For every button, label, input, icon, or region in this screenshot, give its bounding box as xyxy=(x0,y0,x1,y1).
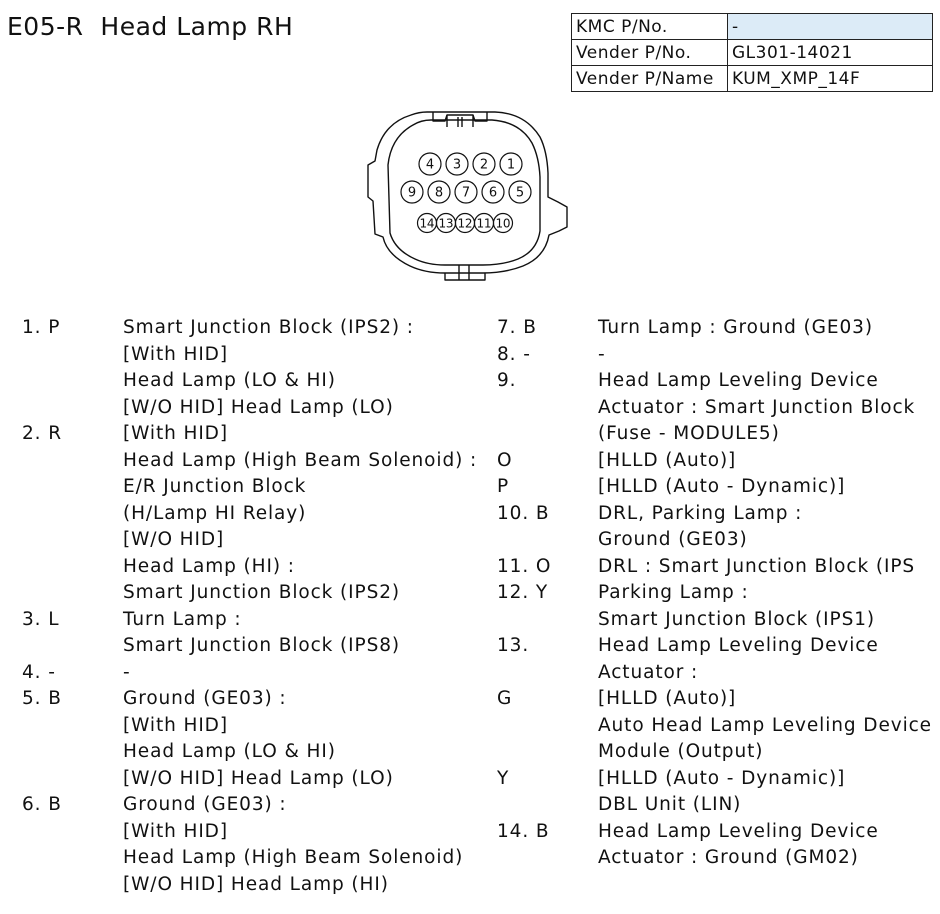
pin-description: Ground (GE03) : xyxy=(123,794,287,815)
pin-number: 12. Y xyxy=(497,582,549,603)
pin-row xyxy=(497,686,940,713)
pin-description: [HLLD (Auto)] xyxy=(598,688,737,709)
pin-row xyxy=(497,660,940,687)
info-row-vender-name xyxy=(572,66,933,92)
pin-label: 3 xyxy=(452,157,462,173)
pin-description: - xyxy=(598,343,606,365)
pin-row xyxy=(497,368,940,395)
pin-row xyxy=(497,395,940,422)
pin-description: Smart Junction Block (IPS2) xyxy=(123,582,401,603)
pin-number: 2. R xyxy=(22,423,62,444)
pin-description: [W/O HID] Head Lamp (LO) xyxy=(123,767,394,789)
pin-number: 4. - xyxy=(22,661,56,683)
pin-description: DRL, Parking Lamp : xyxy=(598,502,803,524)
pin-description: Turn Lamp : xyxy=(123,608,242,630)
pin-number: 14. B xyxy=(497,820,550,842)
pin-label: 1 xyxy=(506,157,516,173)
pin-number: 7. B xyxy=(497,317,537,338)
pin-description: DBL Unit (LIN) xyxy=(598,794,742,815)
pin-row xyxy=(497,845,940,872)
pin-number: P xyxy=(497,476,510,497)
pin-label: 2 xyxy=(479,157,489,173)
pin-number: 11. O xyxy=(497,555,552,577)
pin-description: Head Lamp (LO & HI) xyxy=(123,370,336,391)
pin-description: [W/O HID] Head Lamp (HI) xyxy=(123,873,389,895)
pin-description: Module (Output) xyxy=(598,741,764,762)
pin-label: 14 xyxy=(419,216,435,231)
pin-description: Head Lamp (HI) : xyxy=(123,555,295,577)
info-value: GL301-14021 xyxy=(728,40,933,66)
pin-row xyxy=(497,315,940,342)
pin-description: (H/Lamp HI Relay) xyxy=(123,502,307,524)
pin-row xyxy=(497,819,940,846)
info-row-vender-no xyxy=(572,40,933,66)
pin-description: Head Lamp (High Beam Solenoid) : xyxy=(123,449,478,471)
pin-number: Y xyxy=(497,767,510,789)
pin-description: Smart Junction Block (IPS2) : xyxy=(123,317,414,338)
connector-pins xyxy=(401,153,531,233)
pin-number: 13. xyxy=(497,635,530,656)
pin-row xyxy=(497,474,940,501)
pin-description: Smart Junction Block (IPS8) xyxy=(123,635,401,656)
pin-label: 7 xyxy=(461,185,471,201)
pin-description: [With HID] xyxy=(123,820,228,842)
pin-description: Head Lamp (LO & HI) xyxy=(123,741,336,762)
pin-row xyxy=(497,633,940,660)
pin-number: 5. B xyxy=(22,688,62,709)
pin-row xyxy=(497,448,940,475)
pin-description: Actuator : Ground (GM02) xyxy=(598,847,859,868)
pin-list-right xyxy=(497,315,940,872)
pin-description: Parking Lamp : xyxy=(598,582,749,603)
pin-number: 9. xyxy=(497,370,517,391)
pin-description: [HLLD (Auto - Dynamic)] xyxy=(598,767,846,789)
pin-row xyxy=(497,554,940,581)
pin-row xyxy=(497,739,940,766)
pin-row xyxy=(497,342,940,369)
pin-number: 10. B xyxy=(497,502,550,524)
pin-row xyxy=(497,580,940,607)
info-value: - xyxy=(728,14,933,40)
pin-number: 6. B xyxy=(22,794,62,815)
pin-description: Smart Junction Block (IPS1) xyxy=(598,608,876,630)
pin-label: 4 xyxy=(425,157,435,173)
pin-number: 8. - xyxy=(497,343,531,365)
pin-row xyxy=(497,527,940,554)
pin-description: Turn Lamp : Ground (GE03) xyxy=(598,317,873,338)
pin-number: O xyxy=(497,449,513,471)
pin-label: 6 xyxy=(488,185,498,201)
pin-label: 13 xyxy=(438,216,454,231)
info-label: Vender P/Name xyxy=(572,66,728,92)
pin-description: [With HID] xyxy=(123,343,228,365)
pin-row xyxy=(497,421,940,448)
pin-description: [With HID] xyxy=(123,714,228,736)
info-row-kmc xyxy=(572,14,933,40)
pin-description: [W/O HID] Head Lamp (LO) xyxy=(123,396,394,418)
pin-description: Head Lamp Leveling Device xyxy=(598,635,879,656)
pin-description: [HLLD (Auto - Dynamic)] xyxy=(598,476,846,497)
pin-description: [W/O HID] xyxy=(123,529,225,550)
pin-description: [With HID] xyxy=(123,423,228,444)
connector-diagram xyxy=(355,105,575,285)
pin-label: 8 xyxy=(434,185,444,201)
pin-description: [HLLD (Auto)] xyxy=(598,449,737,471)
pin-label: 10 xyxy=(495,216,511,231)
pin-description: Head Lamp (High Beam Solenoid) xyxy=(123,847,464,868)
pin-label: 9 xyxy=(407,185,417,201)
pin-description: (Fuse - MODULE5) xyxy=(598,423,780,444)
pin-description: Actuator : Smart Junction Block xyxy=(598,396,916,418)
pin-number: 1. P xyxy=(22,317,61,338)
pin-description: - xyxy=(123,661,131,683)
pin-description: Auto Head Lamp Leveling Device xyxy=(598,714,932,736)
pin-row xyxy=(497,607,940,634)
pin-description: Actuator : xyxy=(598,661,699,683)
pin-description: Head Lamp Leveling Device xyxy=(598,370,879,391)
pin-row xyxy=(497,792,940,819)
pin-description: Head Lamp Leveling Device xyxy=(598,820,879,842)
info-value: KUM_XMP_14F xyxy=(728,66,933,92)
pin-number: 3. L xyxy=(22,608,60,630)
part-info-table xyxy=(571,13,933,92)
pin-row xyxy=(497,501,940,528)
pin-row xyxy=(497,713,940,740)
pin-label: 5 xyxy=(515,185,525,201)
pin-description: DRL : Smart Junction Block (IPS xyxy=(598,555,916,577)
pin-label: 11 xyxy=(476,216,492,231)
pin-description: Ground (GE03) : xyxy=(123,688,287,709)
pin-label: 12 xyxy=(457,216,473,231)
pin-row xyxy=(497,766,940,793)
pin-description: E/R Junction Block xyxy=(123,476,307,497)
info-label: KMC P/No. xyxy=(572,14,728,40)
pin-number: G xyxy=(497,688,513,709)
pin-description: Ground (GE03) xyxy=(598,529,748,550)
info-label: Vender P/No. xyxy=(572,40,728,66)
page-title: E05-R Head Lamp RH xyxy=(7,12,294,41)
